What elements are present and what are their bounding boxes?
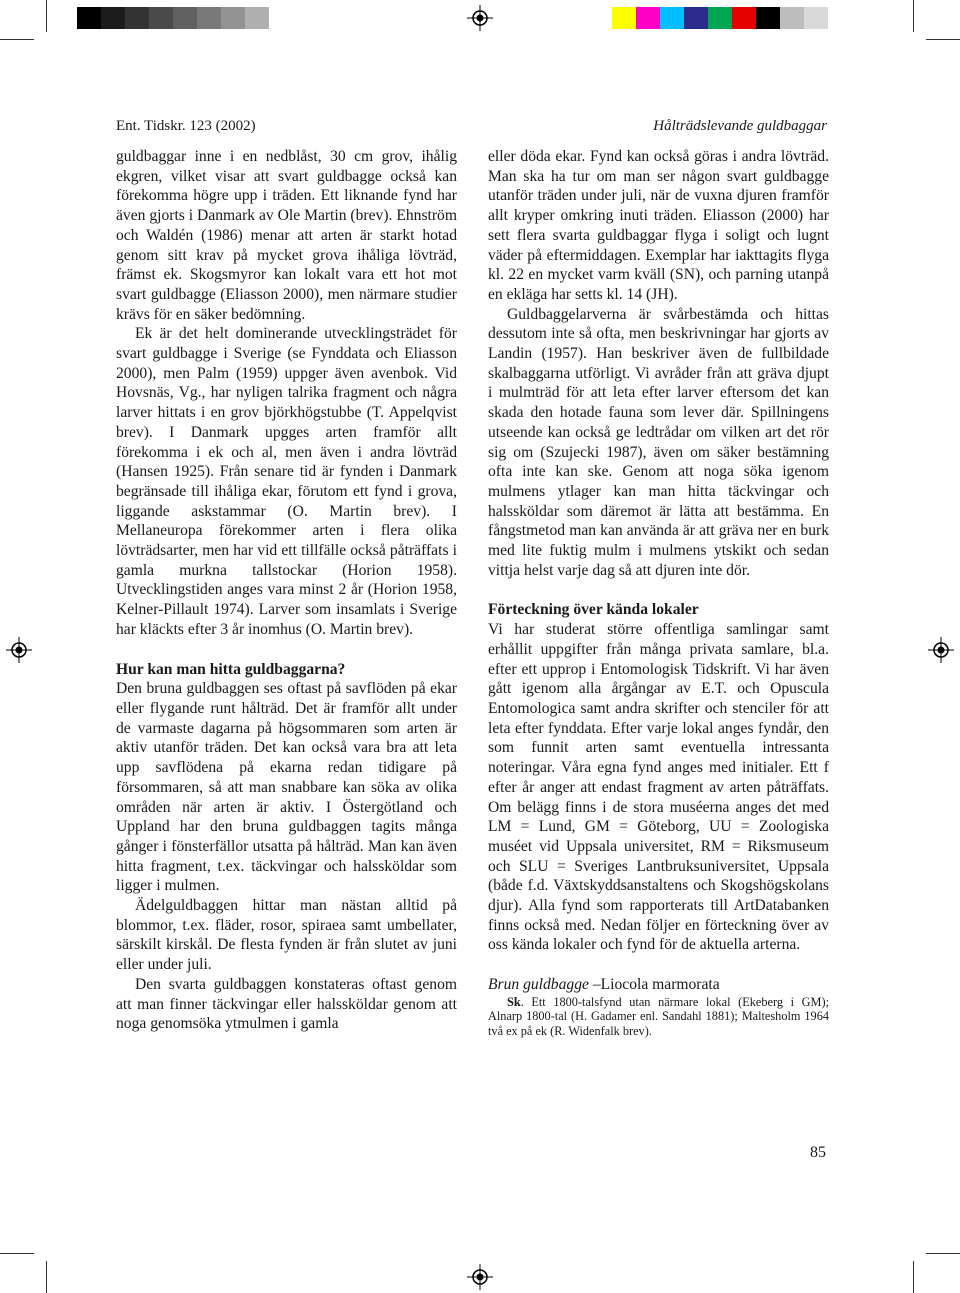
registration-mark-icon: [928, 637, 954, 663]
species-common-name: Brun guldbagge: [488, 976, 589, 994]
record-entry: [488, 995, 829, 1039]
gray-swatch: [221, 7, 245, 29]
paragraph: eller döda ekar. Fynd kan också göras i andra lövträd. Man ska ha tur om man ser någon svart guldbagge utanför träden under juli, när de vuxna djuren framför allt kryper omkring inuti träden. Eliasson (2000) har sett flera svarta guldbaggar flyga i soligt och lugnt väder på eftermiddagen. Exemplar har iakttagits flyga kl. 22 en mycket varm kväll (SN), och parning utanpå en ekläga har setts kl. 14 (JH).: [488, 148, 829, 303]
color-swatch: [708, 7, 732, 29]
color-swatch: [684, 7, 708, 29]
gray-swatch: [77, 7, 101, 29]
page-number: 85: [810, 1144, 826, 1161]
section-heading: Förteckning över kända lokaler: [488, 601, 699, 619]
left-column: [116, 147, 457, 1034]
paragraph: Ädelguldbaggen hittar man nästan alltid på blommor, t.ex. fläder, rosor, spiraea samt umbellater, särskilt kirskål. De flesta fynden är från slutet av juni eller under juli.: [116, 897, 457, 974]
color-swatch: [804, 7, 828, 29]
color-swatch: [780, 7, 804, 29]
color-swatch: [732, 7, 756, 29]
crop-mark: [46, 1261, 47, 1293]
gray-swatch: [197, 7, 221, 29]
registration-mark-icon: [467, 5, 493, 31]
record-text: . Ett 1800-talsfynd utan närmare lokal (Ekeberg i GM); Alnarp 1800-tal (H. Gadamer enl. Sandahl 1881); Maltesholm 1964 två ex på ek (R. Widenfalk brev).: [488, 994, 829, 1038]
crop-mark: [913, 0, 914, 32]
paragraph: Guldbaggelarverna är svårbestämda och hittas dessutom inte så ofta, men beskrivningar har gjorts av Landin (1957). Han beskriver även de fullbildade skalbaggarna utförligt. Vi avråder från att gräva djupt i mulmträd för att leta efter larver eftersom det kan skada den hotade fauna som lever där. Spillningens utseende kan också ge ledtrådar om vilken art det rör sig om (Szujecki 1987), även om säker bestämning ofta inte kan ske. Genom att noga söka igenom mulmens ytlager kan man hitta täckvingar och halssköldar som däremot är lätta att bestämma. En fångstmetod man kan använda är att gräva ner en burk med lite fuktig mulm i mulmens ytskikt och sedan vittja helst varje dag så att djuren inte dör.: [488, 305, 829, 579]
registration-mark-icon: [467, 1264, 493, 1290]
crop-mark: [0, 1253, 34, 1254]
gray-swatch: [101, 7, 125, 29]
registration-mark-icon: [6, 637, 32, 663]
crop-mark: [913, 1261, 914, 1293]
section-heading: Hur kan man hitta guldbaggarna?: [116, 660, 346, 678]
color-swatch: [756, 7, 780, 29]
paragraph: Ek är det helt dominerande utvecklingsträdet för svart guldbagge i Sverige (se Fynddata och Eliasson 2000), men Palm (1959) uppger även avenbok. Vid Hovsnäs, Vg., har nyligen talrika fragment och några larver hittats i en grov björkhögstubbe (T. Appelqvist brev). I Danmark upgges arten framför allt förekomma i ek och al, men även i andra lövträd (Hansen 1925). Från senare tid är fynden i Danmark begränsade till ihåliga ekar, förutom ett fynd i grova, liggande askstammar (O. Martin brev). I Mellaneuropa förekommer arten i flera olika lövträdsarter, men har vid ett tillfälle också påträffats i gamla murkna tallstockar (Horion 1958). Utvecklingstiden anges vara minst 2 år (Horion 1958, Kelner-Pillault 1974). Larver som insamlats i Sverige har kläckts efter 3 år inomhus (O. Martin brev).: [116, 325, 457, 638]
species-heading: [488, 975, 829, 995]
paragraph: guldbaggar inne i en nedblåst, 30 cm grov, ihålig ekgren, vilket visar att svart guldbagge också kan förekomma högre upp i träden. Ett liknande fynd har även gjorts i Danmark av Ole Martin (brev). Ehnström och Waldén (1986) menar att arten är starkt hotad genom sitt krav på mycket grova ihåliga lövträd, främst ek. Skogsmyror kan lokalt vara ett hot mot svart guldbagge (Eliasson 2000), men närmare studier krävs för en säker bedömning.: [116, 148, 457, 323]
right-column: [488, 147, 829, 1038]
record-province: Sk: [507, 994, 521, 1009]
color-swatch: [660, 7, 684, 29]
running-title: Hålträdslevande guldbaggar: [653, 118, 827, 134]
gray-swatch: [245, 7, 269, 29]
crop-mark: [926, 1253, 960, 1254]
gray-swatch: [173, 7, 197, 29]
paragraph: Vi har studerat större offentliga samlingar samt erhållit uppgifter från många privata samlare, bl.a. efter ett upprop i Entomologisk Tidskrift. Vi har även gått igenom alla årgångar av E.T. och Opuscula Entomologica samt andra skrifter och stenciler för att leta efter fynddata. Efter varje lokal anges fyndår, den som funnit arten samt eventuella intressanta noteringar. Våra egna fynd anges med initialer. Ett f efter år anger att endast fragment av arten påträffats. Om belägg finns i de stora muséerna anges det med LM = Lund, GM = Göteborg, UU = Zoologiska muséet vid Uppsala universitet, RM = Riksmuseum och SLU = Sveriges Lantbruksuniversitet, Uppsala (både f.d. Växtskyddsanstaltens och Skogshögskolans djur). Alla fynd som rapporterats till ArtDatabanken finns också med. Nedan följer en förteckning över av oss kända lokaler och fynd för de aktuella arterna.: [488, 621, 829, 954]
crop-mark: [46, 0, 47, 32]
color-swatch: [636, 7, 660, 29]
crop-mark: [0, 39, 34, 40]
paragraph: Den bruna guldbaggen ses oftast på savflöden på ekar eller flygande runt hålträd. Det är framför allt under de varmaste dagarna på högsommaren som arten är aktiv utanför träden. Det kan också vara bra att leta upp savflödena på ekarna redan tidigare på försommaren, så att man snabbare kan söka av olika områden när arten är aktiv. I Östergötland och Uppland har den bruna guldbaggen tagits många gånger i fönsterfällor utsatta på hålträd. Man kan även hitta fragment, t.ex. täckvingar och halssköldar som ligger i mulmen.: [116, 680, 457, 895]
species-latin-name: –Liocola marmorata: [588, 976, 720, 994]
gray-swatch: [149, 7, 173, 29]
crop-mark: [926, 39, 960, 40]
paragraph: Den svarta guldbaggen konstateras oftast genom att man finner täckvingar eller halssköldar genom att noga genomsöka ytmulmen i gamla: [116, 975, 457, 1033]
journal-citation: Ent. Tidskr. 123 (2002): [116, 118, 256, 134]
color-swatch: [612, 7, 636, 29]
gray-swatch: [125, 7, 149, 29]
